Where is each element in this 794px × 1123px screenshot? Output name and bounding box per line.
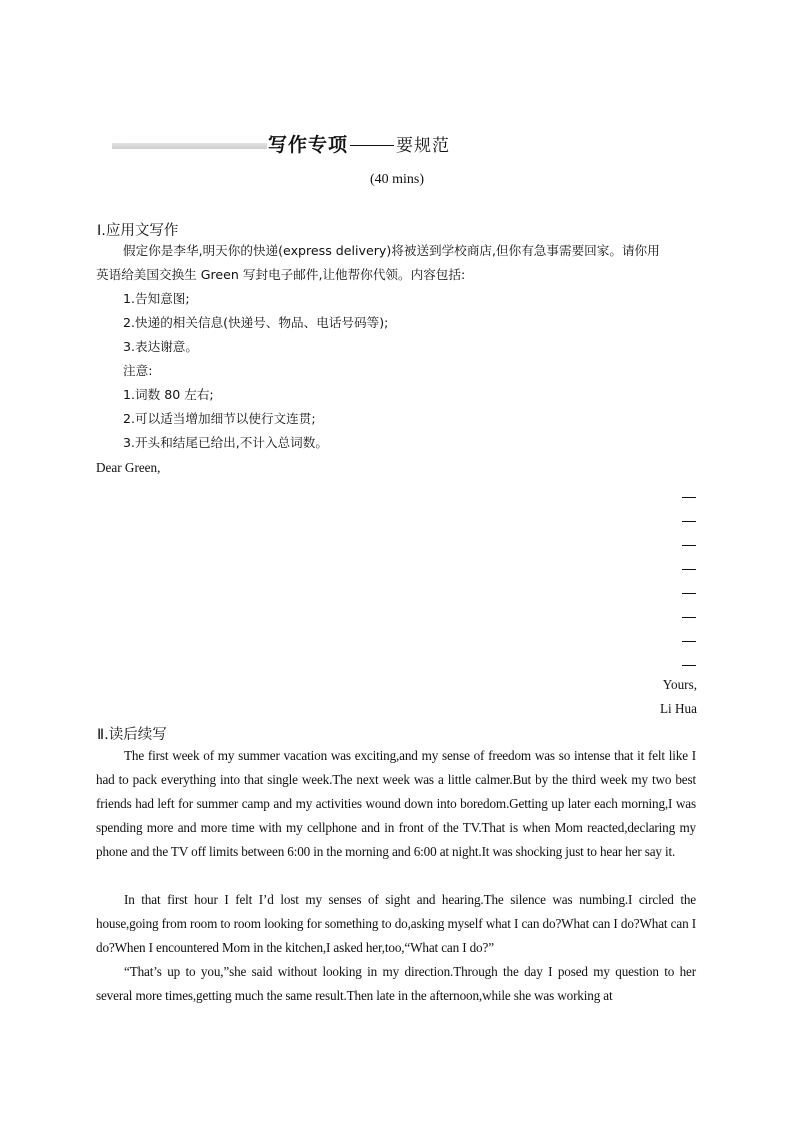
answer-line[interactable]: [682, 617, 696, 618]
title-sub: 要规范: [396, 136, 451, 156]
story-paragraph-2: In that first hour I felt I’d lost my senses of sight and hearing.The silence was numbing.I circled the house,going from room to room looking for something to do,asking myself what I can do?What can I do?What can I do?When I encountered Mom in the kitchen,I asked her,too,“What can I do?”: [96, 892, 696, 955]
answer-line[interactable]: [682, 665, 696, 666]
story-paragraph-1: The first week of my summer vacation was exciting,and my sense of freedom was so intense that it felt like I had to pack everything into that single week.The next week was a little calmer.But by the third week my two best friends had left for summer camp and my activities wound down into boredom.Getting up later each morning,I was spending more and more time with my cellphone and in front of the TV.That is when Mom reacted,declaring my phone and the TV off limits between 6:00 in the morning and 6:00 at night.It was shocking just to hear her say it.: [96, 748, 696, 859]
title-dash: [350, 145, 394, 146]
answer-line[interactable]: [682, 497, 696, 498]
letter-closing: Yours,: [662, 677, 697, 692]
answer-line[interactable]: [682, 521, 696, 522]
notes-label: 注意:: [123, 363, 153, 378]
answer-line[interactable]: [682, 641, 696, 642]
note-item-3: 3.开头和结尾已给出,不计入总词数。: [123, 435, 328, 450]
story-paragraph-3: “That’s up to you,”she said without looking in my direction.Through the day I posed my question to her several more times,getting much the same result.Then late in the afternoon,while she was working at: [96, 964, 696, 1003]
time-limit: (40 mins): [369, 172, 425, 187]
prompt-line-2: 英语给美国交换生 Green 写封电子邮件,让他帮你代领。内容包括:: [96, 267, 466, 282]
title-decoration-bar: [112, 143, 267, 149]
letter-greeting: Dear Green,: [96, 460, 161, 475]
answer-line[interactable]: [682, 593, 696, 594]
title-main: 写作专项: [268, 134, 349, 156]
section2-heading: Ⅱ.读后续写: [97, 727, 167, 743]
note-item-2: 2.可以适当增加细节以使行文连贯;: [123, 411, 316, 426]
letter-signature: Li Hua: [660, 701, 697, 716]
page-title: [268, 130, 450, 157]
content-item-1: 1.告知意图;: [123, 291, 190, 306]
section1-heading: Ⅰ.应用文写作: [97, 223, 179, 239]
answer-line[interactable]: [682, 569, 696, 570]
content-item-2: 2.快递的相关信息(快递号、物品、电话号码等);: [123, 315, 389, 330]
prompt-line-1: 假定你是李华,明天你的快递(express delivery)将被送到学校商店,但你有急事需要回家。请你用: [123, 243, 660, 258]
content-item-3: 3.表达谢意。: [123, 339, 198, 354]
answer-line[interactable]: [682, 545, 696, 546]
note-item-1: 1.词数 80 左右;: [123, 387, 214, 402]
